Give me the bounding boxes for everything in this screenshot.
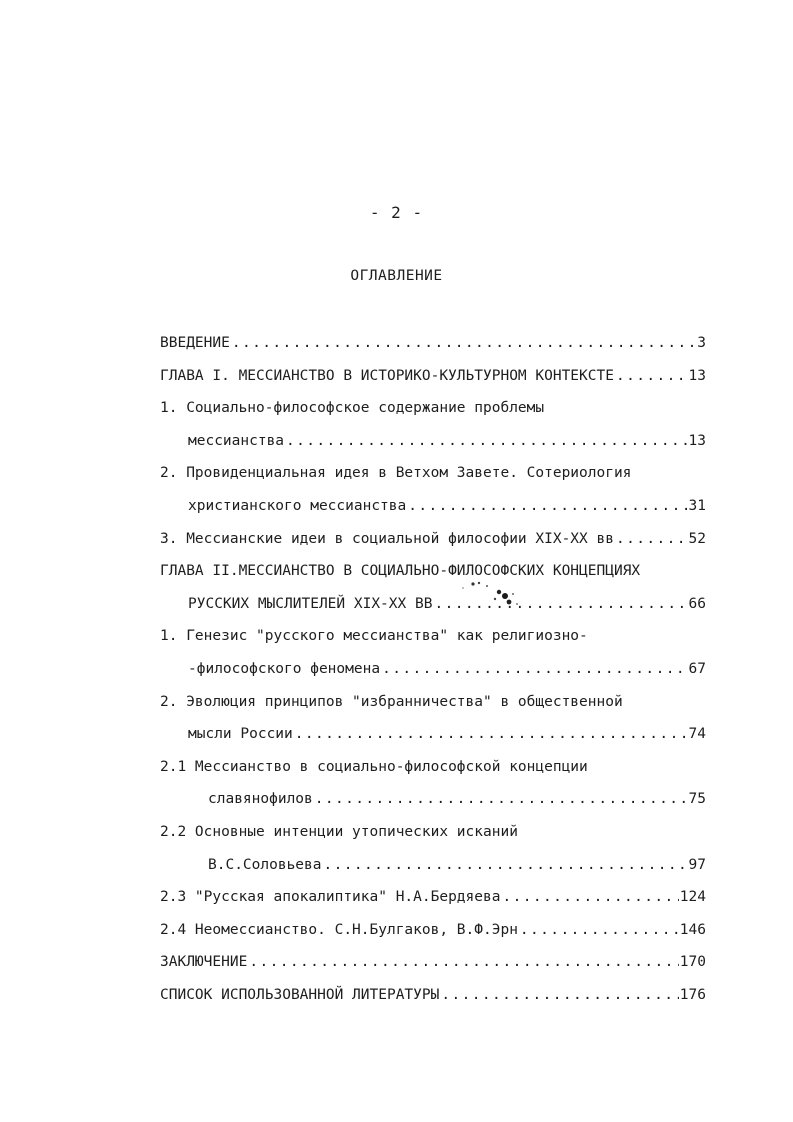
toc-entry-introduction — [160, 330, 706, 363]
toc-entry-page: 13 — [688, 367, 706, 384]
dot-leader — [616, 526, 688, 552]
toc-entry-page: 67 — [688, 660, 706, 677]
toc-entry-page: 97 — [688, 856, 706, 873]
toc-entry-page: 176 — [679, 986, 706, 1003]
toc-entry-text: 2.1 Мессианство в социально-философской концепции — [160, 758, 588, 775]
toc-entry-chapter-2 — [160, 558, 706, 591]
dot-leader — [408, 493, 687, 519]
toc-entry-1-1-cont — [160, 428, 706, 461]
toc-entry-page: 75 — [688, 791, 706, 808]
toc-entry-2-2 — [160, 689, 706, 722]
toc-entry-text: ГЛАВА II.МЕССИАНСТВО В СОЦИАЛЬНО-ФИЛОСОФСКИХ КОНЦЕПЦИЯХ — [160, 563, 641, 580]
toc-entry-1-3 — [160, 526, 706, 559]
toc-entry-text: 1. Социально-философское содержание проблемы — [160, 400, 545, 417]
toc-entry-text: 2. Эволюция принципов "избранничества" в общественной — [160, 693, 623, 710]
dot-leader — [249, 949, 678, 975]
toc-entry-2-2-cont — [160, 721, 706, 754]
toc-entry-text: 3. Мессианские идеи в социальной философии XIX-XX вв — [160, 526, 616, 552]
toc-entry-text: 1. Генезис "русского мессианства" как религиозно- — [160, 628, 588, 645]
dot-leader — [324, 852, 688, 878]
toc-entry-text: РУССКИХ МЫСЛИТЕЛЕЙ XIX-XX ВВ — [188, 591, 434, 617]
toc-entry-page: 170 — [679, 954, 706, 971]
toc-entry-text: 2.2 Основные интенции утопических исканий — [160, 823, 518, 840]
toc-entry-1-2 — [160, 460, 706, 493]
toc-entry-text: В.С.Соловьева — [208, 852, 324, 878]
dot-leader — [382, 656, 687, 682]
toc-title: ОГЛАВЛЕНИЕ — [350, 268, 443, 284]
dot-leader — [441, 982, 678, 1008]
toc-entry-page: 74 — [688, 726, 706, 743]
toc-entry-page: 124 — [679, 889, 706, 906]
toc-entry-text: христианского мессианства — [188, 493, 408, 519]
toc-entry-page: 31 — [688, 497, 706, 514]
toc-entry-2-2-1 — [160, 754, 706, 787]
dot-leader — [616, 363, 688, 389]
page-number: - 2 - — [369, 203, 424, 222]
toc-entry-1-2-cont — [160, 493, 706, 526]
toc-entry-bibliography — [160, 982, 706, 1015]
toc-entry-page: 3 — [697, 335, 706, 351]
toc-entry-2-1-cont — [160, 656, 706, 689]
toc-entry-2-2-1-cont — [160, 786, 706, 819]
toc-entry-text: ГЛАВА I. МЕССИАНСТВО В ИСТОРИКО-КУЛЬТУРНОМ КОНТЕКСТЕ — [160, 363, 616, 389]
toc-entry-2-2-3 — [160, 884, 706, 917]
dot-leader — [295, 721, 688, 747]
dot-leader — [520, 917, 679, 943]
toc-entry-text: мысли России — [188, 721, 295, 747]
toc-entry-2-1 — [160, 623, 706, 656]
dot-leader — [315, 786, 688, 812]
toc-entry-text: СПИСОК ИСПОЛЬЗОВАННОЙ ЛИТЕРАТУРЫ — [160, 982, 441, 1008]
toc-entry-2-2-2 — [160, 819, 706, 852]
toc-entry-1-1 — [160, 395, 706, 428]
toc-entry-text: 2.3 "Русская апокалиптика" Н.А.Бердяева — [160, 884, 502, 910]
toc-entry-text: мессианства — [188, 428, 286, 454]
toc-entry-text: -философского феномена — [188, 656, 382, 682]
toc-entry-2-2-4 — [160, 917, 706, 950]
ink-smudge — [443, 580, 533, 610]
toc-entry-text: ЗАКЛЮЧЕНИЕ — [160, 949, 249, 975]
dot-leader — [232, 330, 696, 356]
dot-leader — [286, 428, 688, 454]
toc-entry-text: 2.4 Неомессианство. С.Н.Булгаков, В.Ф.Эрн — [160, 917, 520, 943]
dot-leader — [502, 884, 678, 910]
toc-entry-page: 66 — [688, 595, 706, 612]
toc-entry-chapter-1 — [160, 363, 706, 396]
toc-entry-2-2-2-cont — [160, 852, 706, 885]
toc-entry-page: 52 — [688, 530, 706, 547]
table-of-contents — [160, 330, 706, 1014]
toc-entry-page: 146 — [679, 921, 706, 938]
toc-entry-text: славянофилов — [208, 786, 315, 812]
toc-entry-conclusion — [160, 949, 706, 982]
toc-entry-text: ВВЕДЕНИЕ — [160, 330, 232, 356]
toc-entry-page: 13 — [688, 432, 706, 449]
toc-entry-text: 2. Провиденциальная идея в Ветхом Завете. Сотериология — [160, 465, 632, 482]
toc-entry-chapter-2-cont — [160, 591, 706, 624]
